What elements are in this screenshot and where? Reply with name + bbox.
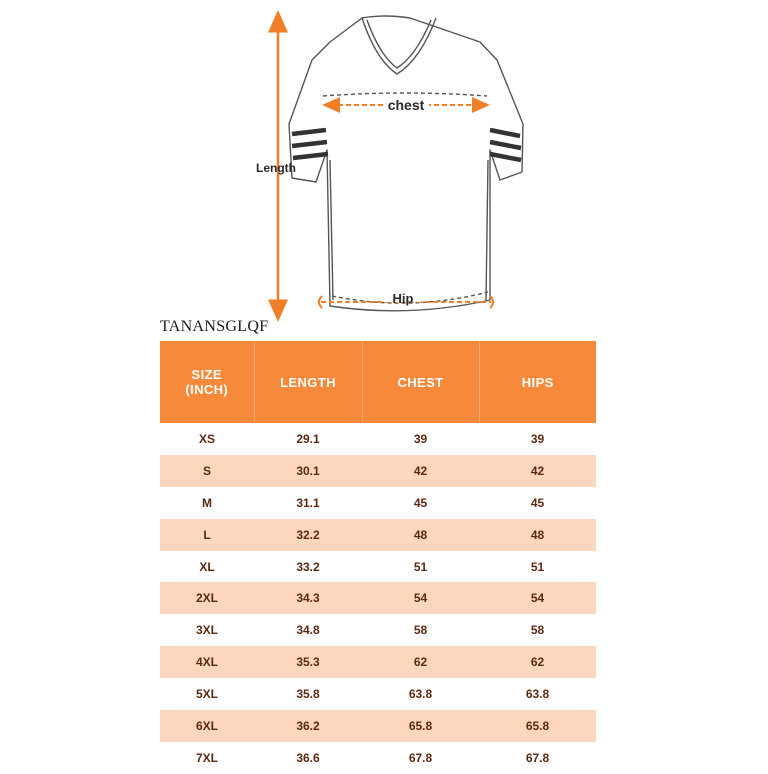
- cell-hips: 67.8: [479, 742, 596, 774]
- chest-label: chest: [387, 97, 425, 113]
- cell-chest: 63.8: [362, 678, 479, 710]
- cell-length: 32.2: [254, 519, 362, 551]
- table-row: [160, 710, 596, 742]
- cell-hips: 62: [479, 646, 596, 678]
- cell-size: M: [160, 487, 254, 519]
- header-length: LENGTH: [254, 341, 362, 423]
- table-header-row: [160, 341, 596, 423]
- cell-hips: 54: [479, 582, 596, 614]
- table-row: [160, 646, 596, 678]
- hip-label: Hip: [392, 291, 414, 306]
- cell-chest: 39: [362, 423, 479, 455]
- table-row: [160, 487, 596, 519]
- cell-length: 29.1: [254, 423, 362, 455]
- cell-size: 3XL: [160, 614, 254, 646]
- length-label: Length: [256, 161, 296, 175]
- cell-length: 33.2: [254, 551, 362, 583]
- cell-size: 7XL: [160, 742, 254, 774]
- header-chest: CHEST: [362, 341, 479, 423]
- cell-hips: 39: [479, 423, 596, 455]
- cell-length: 31.1: [254, 487, 362, 519]
- table-row: [160, 742, 596, 774]
- cell-size: 4XL: [160, 646, 254, 678]
- brand-name: TANANSGLQF: [160, 318, 269, 335]
- header-hips: HIPS: [479, 341, 596, 423]
- cell-chest: 62: [362, 646, 479, 678]
- cell-hips: 42: [479, 455, 596, 487]
- cell-length: 35.8: [254, 678, 362, 710]
- cell-chest: 51: [362, 551, 479, 583]
- table-row: [160, 678, 596, 710]
- cell-length: 34.8: [254, 614, 362, 646]
- jersey-size-diagram: [0, 0, 768, 330]
- cell-hips: 45: [479, 487, 596, 519]
- cell-size: 6XL: [160, 710, 254, 742]
- cell-length: 36.6: [254, 742, 362, 774]
- cell-length: 36.2: [254, 710, 362, 742]
- cell-size: 2XL: [160, 582, 254, 614]
- cell-chest: 65.8: [362, 710, 479, 742]
- cell-chest: 42: [362, 455, 479, 487]
- table-row: [160, 582, 596, 614]
- table-row: [160, 614, 596, 646]
- jersey-outline: [289, 16, 523, 311]
- cell-hips: 51: [479, 551, 596, 583]
- cell-chest: 58: [362, 614, 479, 646]
- cell-hips: 65.8: [479, 710, 596, 742]
- cell-size: XS: [160, 423, 254, 455]
- cell-hips: 48: [479, 519, 596, 551]
- table-row: [160, 423, 596, 455]
- table-row: [160, 519, 596, 551]
- cell-length: 30.1: [254, 455, 362, 487]
- cell-chest: 45: [362, 487, 479, 519]
- cell-size: XL: [160, 551, 254, 583]
- header-size: [160, 341, 254, 423]
- cell-length: 35.3: [254, 646, 362, 678]
- cell-size: L: [160, 519, 254, 551]
- table-row: [160, 455, 596, 487]
- cell-chest: 54: [362, 582, 479, 614]
- cell-hips: 58: [479, 614, 596, 646]
- table-row: [160, 551, 596, 583]
- cell-chest: 67.8: [362, 742, 479, 774]
- header-size-line1: SIZE: [191, 367, 222, 382]
- cell-size: 5XL: [160, 678, 254, 710]
- cell-size: S: [160, 455, 254, 487]
- cell-chest: 48: [362, 519, 479, 551]
- header-size-line2: (INCH): [185, 382, 229, 397]
- size-chart-table: [160, 341, 596, 774]
- cell-length: 34.3: [254, 582, 362, 614]
- cell-hips: 63.8: [479, 678, 596, 710]
